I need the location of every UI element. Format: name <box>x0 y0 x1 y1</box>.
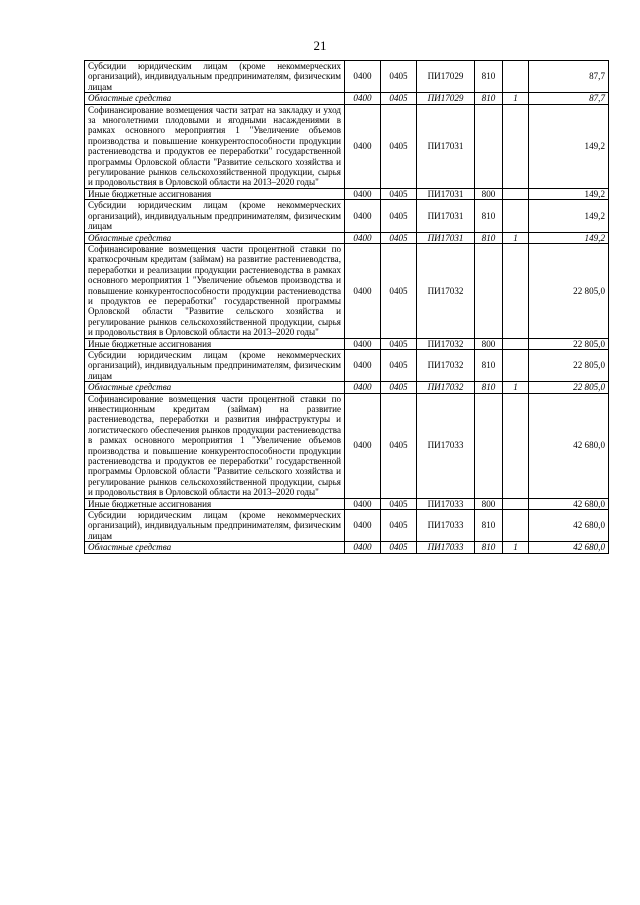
row-target-article: ПИ17033 <box>417 542 475 553</box>
row-expense-type <box>475 393 503 498</box>
table-row <box>85 188 609 199</box>
row-section-code: 0400 <box>345 510 381 542</box>
row-expense-type: 810 <box>475 382 503 393</box>
row-expense-type: 810 <box>475 93 503 104</box>
row-expense-type: 810 <box>475 510 503 542</box>
row-description: Областные средства <box>85 93 345 104</box>
row-section-code: 0400 <box>345 104 381 188</box>
row-amount: 22 805,0 <box>529 243 609 338</box>
row-description: Областные средства <box>85 232 345 243</box>
row-subsection-code: 0405 <box>381 393 417 498</box>
row-subsection-code: 0405 <box>381 232 417 243</box>
row-amount: 149,2 <box>529 104 609 188</box>
row-description: Субсидии юридическим лицам (кроме некоммерческих организаций), индивидуальным предпринимателям, физическим лицам <box>85 510 345 542</box>
row-section-code: 0400 <box>345 498 381 509</box>
row-target-article: ПИ17032 <box>417 349 475 381</box>
row-amount: 22 805,0 <box>529 349 609 381</box>
row-subsection-code: 0405 <box>381 349 417 381</box>
row-budget-code <box>503 510 529 542</box>
row-amount: 22 805,0 <box>529 382 609 393</box>
row-target-article: ПИ17032 <box>417 338 475 349</box>
row-budget-code <box>503 338 529 349</box>
row-subsection-code: 0405 <box>381 188 417 199</box>
row-description: Субсидии юридическим лицам (кроме некоммерческих организаций), индивидуальным предпринимателям, физическим лицам <box>85 200 345 232</box>
row-section-code: 0400 <box>345 243 381 338</box>
row-budget-code <box>503 349 529 381</box>
row-section-code: 0400 <box>345 200 381 232</box>
row-amount: 87,7 <box>529 61 609 93</box>
table-row <box>85 232 609 243</box>
row-expense-type: 810 <box>475 232 503 243</box>
row-section-code: 0400 <box>345 382 381 393</box>
budget-table <box>84 60 609 554</box>
row-subsection-code: 0405 <box>381 243 417 338</box>
table-row <box>85 61 609 93</box>
row-section-code: 0400 <box>345 188 381 199</box>
row-expense-type: 800 <box>475 338 503 349</box>
row-subsection-code: 0405 <box>381 200 417 232</box>
row-budget-code <box>503 104 529 188</box>
row-expense-type: 810 <box>475 542 503 553</box>
row-budget-code: 1 <box>503 382 529 393</box>
table-row <box>85 393 609 498</box>
row-description: Иные бюджетные ассигнования <box>85 338 345 349</box>
table-row <box>85 200 609 232</box>
row-description: Субсидии юридическим лицам (кроме некоммерческих организаций), индивидуальным предпринимателям, физическим лицам <box>85 349 345 381</box>
row-expense-type: 810 <box>475 349 503 381</box>
table-row <box>85 542 609 553</box>
row-subsection-code: 0405 <box>381 338 417 349</box>
row-description: Иные бюджетные ассигнования <box>85 498 345 509</box>
table-row <box>85 93 609 104</box>
row-expense-type: 810 <box>475 200 503 232</box>
row-target-article: ПИ17032 <box>417 243 475 338</box>
row-target-article: ПИ17033 <box>417 498 475 509</box>
row-target-article: ПИ17033 <box>417 393 475 498</box>
row-section-code: 0400 <box>345 338 381 349</box>
row-expense-type <box>475 104 503 188</box>
row-section-code: 0400 <box>345 232 381 243</box>
table-row <box>85 382 609 393</box>
row-description: Областные средства <box>85 542 345 553</box>
row-target-article: ПИ17032 <box>417 382 475 393</box>
row-section-code: 0400 <box>345 542 381 553</box>
row-target-article: ПИ17033 <box>417 510 475 542</box>
row-description: Софинансирование возмещения части процентной ставки по инвестиционным кредитам (займам) на развитие растениеводства, переработки и развития инфраструктуры и логистического обеспечения рынков продукции растениеводства в рамках основного мероприятия 1 "Увеличение объемов производства и повышение конкурентоспособности продукции растениеводства и продуктов ее переработки" государственной программы Орловской области "Развитие сельского хозяйства и регулирование рынков сельскохозяйственной продукции, сырья и продовольствия в Орловской области на 2013–2020 годы" <box>85 393 345 498</box>
row-expense-type: 800 <box>475 498 503 509</box>
row-target-article: ПИ17031 <box>417 232 475 243</box>
row-subsection-code: 0405 <box>381 93 417 104</box>
row-section-code: 0400 <box>345 93 381 104</box>
row-amount: 42 680,0 <box>529 498 609 509</box>
row-amount: 149,2 <box>529 188 609 199</box>
row-subsection-code: 0405 <box>381 498 417 509</box>
row-description: Софинансирование возмещения части затрат на закладку и уход за многолетними плодовыми и ягодными насаждениями в рамках основного мероприятия 1 "Увеличение объемов производства и повышение конкурентоспособности продукции растениеводства и продуктов ее переработки" государственной программы Орловской области "Развитие сельского хозяйства и регулирование рынков сельскохозяйственной продукции, сырья и продовольствия в Орловской области на 2013–2020 годы" <box>85 104 345 188</box>
table-row <box>85 498 609 509</box>
row-description: Иные бюджетные ассигнования <box>85 188 345 199</box>
row-amount: 42 680,0 <box>529 510 609 542</box>
row-target-article: ПИ17029 <box>417 61 475 93</box>
row-subsection-code: 0405 <box>381 104 417 188</box>
row-target-article: ПИ17031 <box>417 188 475 199</box>
row-subsection-code: 0405 <box>381 510 417 542</box>
row-amount: 42 680,0 <box>529 393 609 498</box>
table-row <box>85 338 609 349</box>
row-budget-code <box>503 200 529 232</box>
table-row <box>85 104 609 188</box>
row-budget-code <box>503 188 529 199</box>
row-amount: 87,7 <box>529 93 609 104</box>
row-subsection-code: 0405 <box>381 61 417 93</box>
row-description: Субсидии юридическим лицам (кроме некоммерческих организаций), индивидуальным предпринимателям, физическим лицам <box>85 61 345 93</box>
row-expense-type: 810 <box>475 61 503 93</box>
row-budget-code <box>503 393 529 498</box>
row-subsection-code: 0405 <box>381 542 417 553</box>
row-target-article: ПИ17031 <box>417 200 475 232</box>
row-budget-code: 1 <box>503 542 529 553</box>
table-row <box>85 349 609 381</box>
budget-table-body <box>85 61 609 554</box>
page-number: 21 <box>313 38 327 53</box>
row-description: Софинансирование возмещения части процентной ставки по краткосрочным кредитам (займам) на развитие растениеводства, переработки и реализации продукции растениеводства в рамках основного мероприятия 1 "Увеличение объемов производства и повышение конкурентоспособности продукции растениеводства и продуктов ее переработки" государственной программы Орловской области "Развитие сельского хозяйства и регулирование рынков сельскохозяйственной продукции, сырья и продовольствия в Орловской области на 2013–2020 годы" <box>85 243 345 338</box>
row-expense-type: 800 <box>475 188 503 199</box>
row-section-code: 0400 <box>345 61 381 93</box>
row-section-code: 0400 <box>345 349 381 381</box>
row-subsection-code: 0405 <box>381 382 417 393</box>
table-row <box>85 243 609 338</box>
row-description: Областные средства <box>85 382 345 393</box>
row-amount: 149,2 <box>529 232 609 243</box>
row-amount: 22 805,0 <box>529 338 609 349</box>
row-amount: 42 680,0 <box>529 542 609 553</box>
row-budget-code: 1 <box>503 232 529 243</box>
table-row <box>85 510 609 542</box>
row-target-article: ПИ17029 <box>417 93 475 104</box>
row-target-article: ПИ17031 <box>417 104 475 188</box>
row-budget-code: 1 <box>503 93 529 104</box>
row-expense-type <box>475 243 503 338</box>
row-budget-code <box>503 243 529 338</box>
row-budget-code <box>503 498 529 509</box>
row-amount: 149,2 <box>529 200 609 232</box>
row-section-code: 0400 <box>345 393 381 498</box>
row-budget-code <box>503 61 529 93</box>
